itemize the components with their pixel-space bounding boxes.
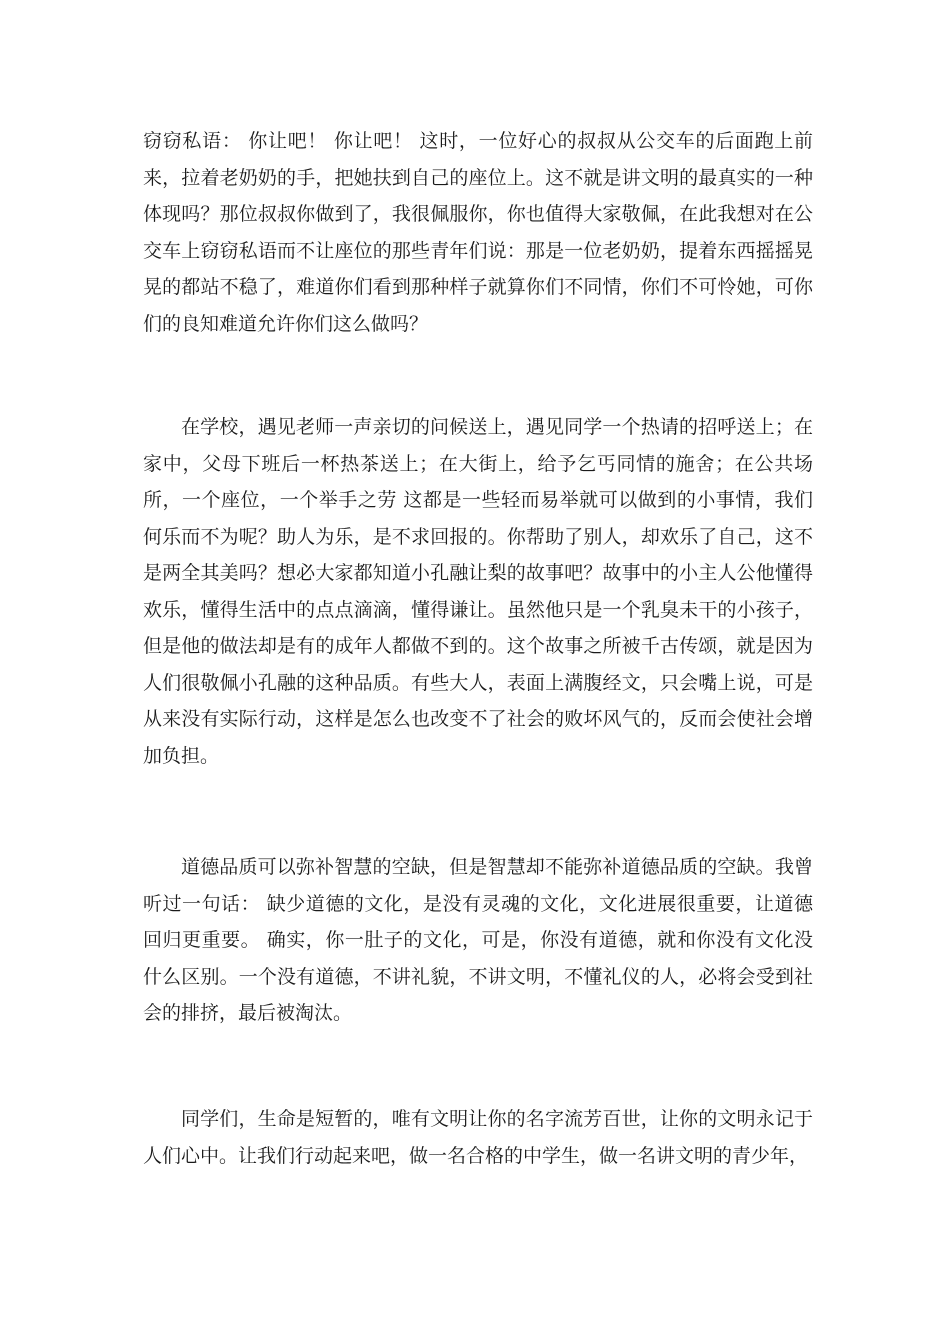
paragraph-bus-seat: 窃窃私语： 你让吧！ 你让吧！ 这时，一位好心的叔叔从公交车的后面跑上前来，拉着老奶奶的手，把她扶到自己的座位上。这不就是讲文明的最真实的一种体现吗？那位叔叔你做到了，我很佩服你，你也值得大家敬佩，在此我想对在公交车上窃窃私语而不让座位的那些青年们说：那是一位老奶奶，提着东西摇摇晃晃的都站不稳了，难道你们看到那种样子就算你们不同情，你们不可怜她，可你们的良知难道允许你们这么做吗？ — [143, 130, 813, 335]
paragraph-morality: 道德品质可以弥补智慧的空缺，但是智慧却不能弥补道德品质的空缺。我曾听过一句话： 缺少道德的文化，是没有灵魂的文化，文化进展很重要，让道德回归更重要。 确实，你一肚子的文化，可是，你没有道德，就和你没有文化没什么区别。一个没有道德，不讲礼貌，不讲文明，不懂礼仪的人，必将会受到社会的排挤，最后被淘汰。 — [143, 856, 813, 1024]
paragraph-conclusion: 同学们，生命是短暂的，唯有文明让你的名字流芳百世，让你的文明永记于人们心中。让我们行动起来吧，做一名合格的中学生，做一名讲文明的青少年， — [143, 1108, 813, 1167]
paragraph-small-deeds: 在学校，遇见老师一声亲切的问候送上，遇见同学一个热请的招呼送上；在家中，父母下班后一杯热茶送上；在大街上，给予乞丐同情的施舍；在公共场所，一个座位，一个举手之劳 这都是一些轻而易举就可以做到的小事情，我们何乐而不为呢？助人为乐，是不求回报的。你帮助了别人，却欢乐了自己，这不是两全其美吗？想必大家都知道小孔融让梨的故事吧？故事中的小主人公他懂得欢乐，懂得生活中的点点滴滴，懂得谦让。虽然他只是一个乳臭未干的小孩子，但是他的做法却是有的成年人都做不到的。这个故事之所被千古传颂，就是因为人们很敬佩小孔融的这种品质。有些大人，表面上满腹经文，只会嘴上说，可是从来没有实际行动，这样是怎么也改变不了社会的败坏风气的，反而会使社会增加负担。 — [143, 416, 813, 767]
